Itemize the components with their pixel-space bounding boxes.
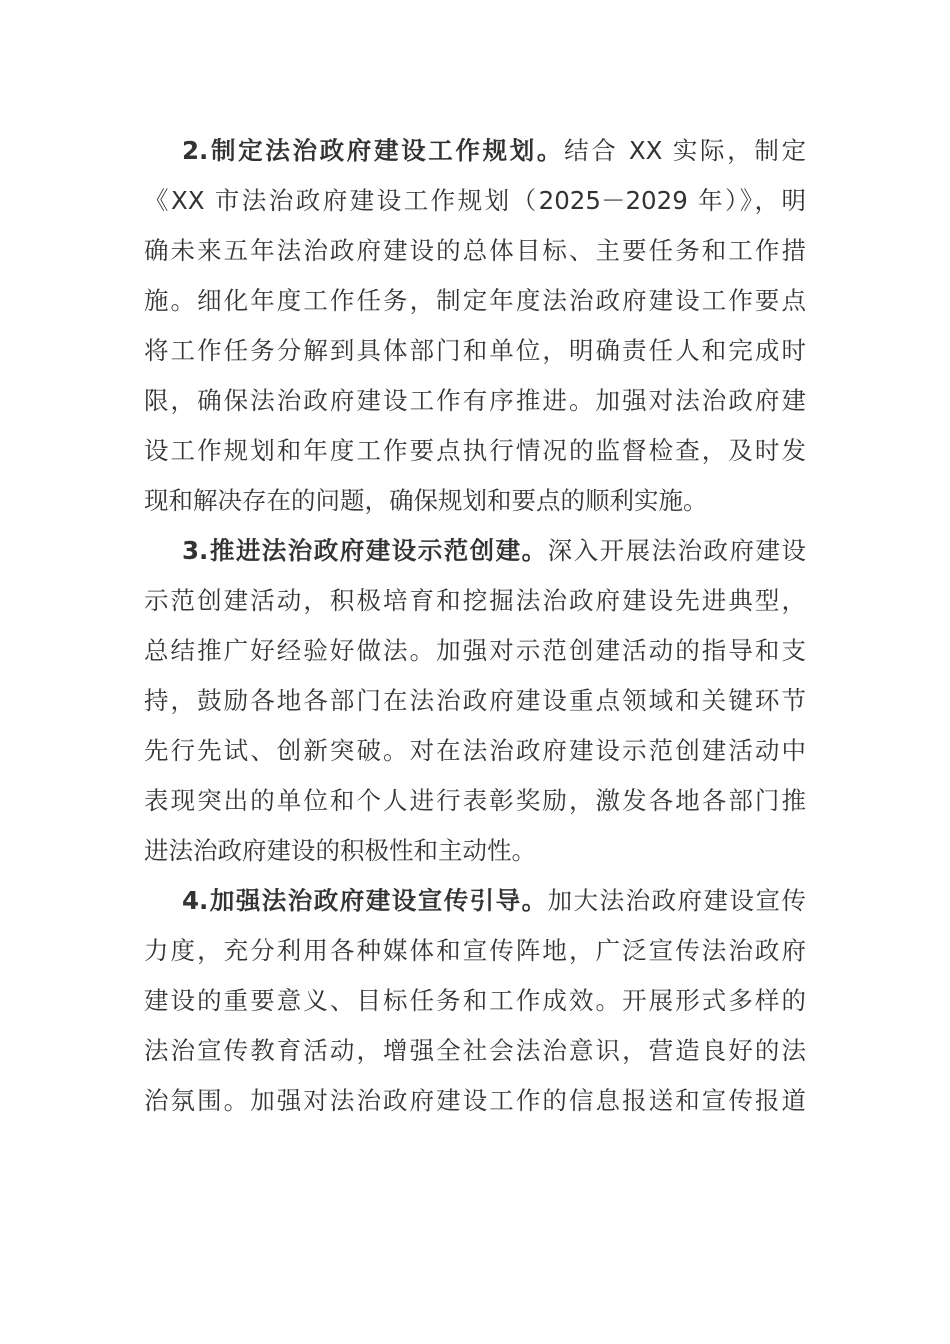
paragraph-line: 治氛围。加强对法治政府建设工作的信息报送和宣传报道: [144, 1086, 806, 1115]
paragraph-line: 持，鼓励各地各部门在法治政府建设重点领域和关键环节: [144, 686, 806, 715]
paragraph-line: 施。细化年度工作任务，制定年度法治政府建设工作要点: [144, 286, 806, 315]
paragraph-4: [144, 876, 806, 1126]
paragraph-heading: 2.制定法治政府建设工作规划。: [182, 136, 565, 165]
paragraph-line: 《XX 市法治政府建设工作规划（2025－2029 年）》，明: [144, 186, 806, 215]
paragraph-heading: 3.推进法治政府建设示范创建。: [182, 536, 548, 565]
paragraph-line: 表现突出的单位和个人进行表彰奖励，激发各地各部门推: [144, 786, 806, 815]
paragraph-line: 现和解决存在的问题，确保规划和要点的顺利实施。: [144, 486, 708, 515]
paragraph-line: 限，确保法治政府建设工作有序推进。加强对法治政府建: [144, 386, 806, 415]
paragraph-line: 法治宣传教育活动，增强全社会法治意识，营造良好的法: [144, 1036, 806, 1065]
paragraph-line: 示范创建活动，积极培育和挖掘法治政府建设先进典型，: [144, 586, 806, 615]
paragraph-line: 确未来五年法治政府建设的总体目标、主要任务和工作措: [144, 236, 806, 265]
paragraph-line: 先行先试、创新突破。对在法治政府建设示范创建活动中: [144, 736, 806, 765]
paragraph-line: 进法治政府建设的积极性和主动性。: [144, 836, 536, 865]
paragraph-line: 力度，充分利用各种媒体和宣传阵地，广泛宣传法治政府: [144, 936, 806, 965]
paragraph-heading: 4.加强法治政府建设宣传引导。: [182, 886, 548, 915]
paragraph-line: 设工作规划和年度工作要点执行情况的监督检查，及时发: [144, 436, 806, 465]
document-body: [144, 126, 806, 1126]
paragraph-line: 建设的重要意义、目标任务和工作成效。开展形式多样的: [144, 986, 806, 1015]
paragraph-line: 将工作任务分解到具体部门和单位，明确责任人和完成时: [144, 336, 806, 365]
paragraph-3: [144, 526, 806, 876]
paragraph-text: 结合 XX 实际，制定: [564, 136, 806, 165]
paragraph-line: [144, 126, 806, 176]
paragraph-line: 总结推广好经验好做法。加强对示范创建活动的指导和支: [144, 636, 806, 665]
paragraph-line: [144, 876, 806, 926]
paragraph-line: [144, 526, 806, 576]
paragraph-text: 加大法治政府建设宣传: [547, 886, 806, 915]
paragraph-text: 深入开展法治政府建设: [547, 536, 806, 565]
paragraph-2: [144, 126, 806, 526]
